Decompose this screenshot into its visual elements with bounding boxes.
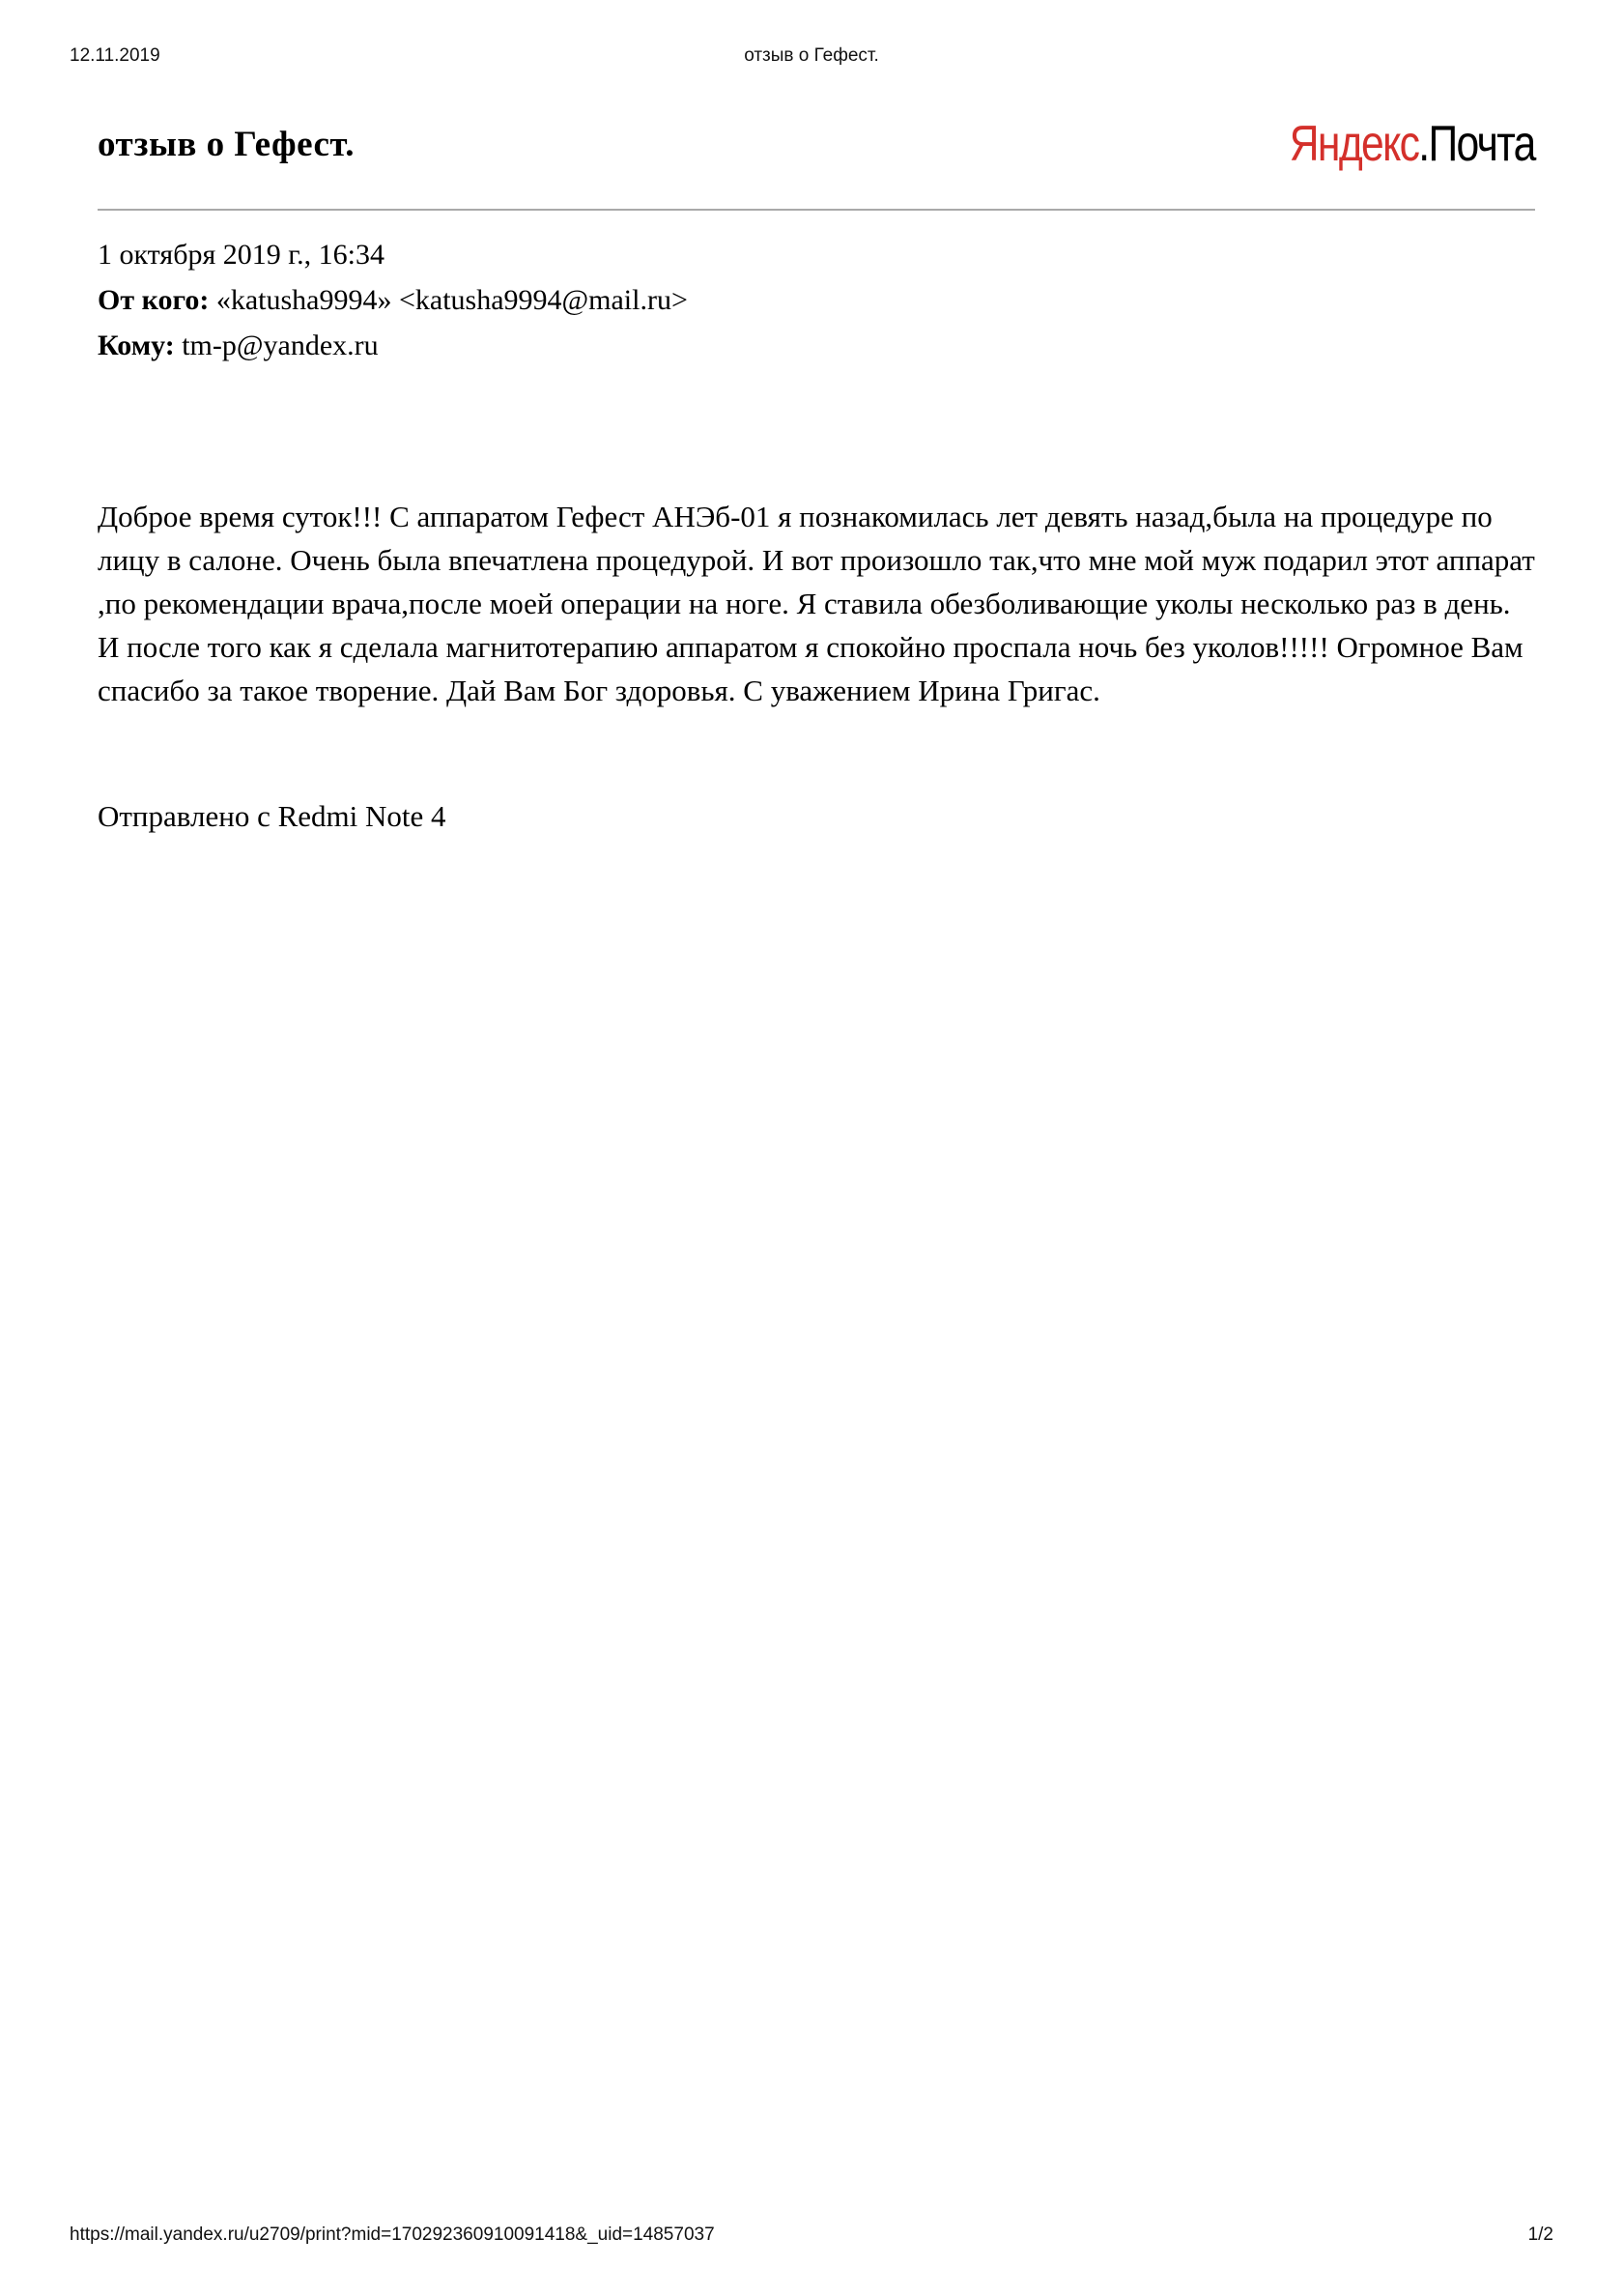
- print-document-title: отзыв о Гефест.: [744, 45, 879, 66]
- logo-service: Почта: [1428, 116, 1535, 172]
- print-date: 12.11.2019: [70, 45, 160, 66]
- to-value: tm-p@yandex.ru: [182, 330, 379, 361]
- sent-date: 1 октября 2019 г., 16:34: [98, 239, 385, 271]
- print-header: [70, 44, 1553, 68]
- from-row: [98, 277, 688, 323]
- from-label: От кого:: [98, 284, 210, 316]
- to-label: Кому:: [98, 330, 175, 361]
- logo-dot: .: [1418, 116, 1429, 172]
- print-footer: [70, 2224, 1553, 2247]
- email-subject: отзыв о Гефест.: [98, 125, 356, 164]
- to-row: [98, 323, 688, 368]
- logo-brand: Яндекс: [1290, 116, 1419, 172]
- email-body: Доброе время суток!!! С аппаратом Гефест АНЭб-01 я познакомилась лет девять назад,была на процедуре по лицу в салоне. Очень была впечатлена процедурой. И вот произошло так,что мне мой муж подарил этот аппарат ,по рекомендации врача,после моей операции на ноге. Я ставила обезболивающие уколы несколько раз в день. И после того как я сделала магнитотерапию аппаратом я спокойно проспала ночь без уколов!!!!! Огромное Вам спасибо за такое творение. Дай Вам Бог здоровья. С уважением Ирина Григас.: [98, 500, 1535, 707]
- from-value: «katusha9994» <katusha9994@mail.ru>: [215, 284, 688, 316]
- page-number: 1/2: [1527, 2224, 1553, 2245]
- email-header: [98, 108, 1535, 209]
- yandex-mail-logo: [1290, 114, 1535, 174]
- email-message: [98, 108, 1535, 833]
- header-divider: [98, 209, 1535, 211]
- print-url: https://mail.yandex.ru/u2709/print?mid=170292360910091418&_uid=14857037: [70, 2224, 715, 2245]
- email-meta: [98, 232, 688, 368]
- email-signature: Отправлено с Redmi Note 4: [98, 799, 446, 833]
